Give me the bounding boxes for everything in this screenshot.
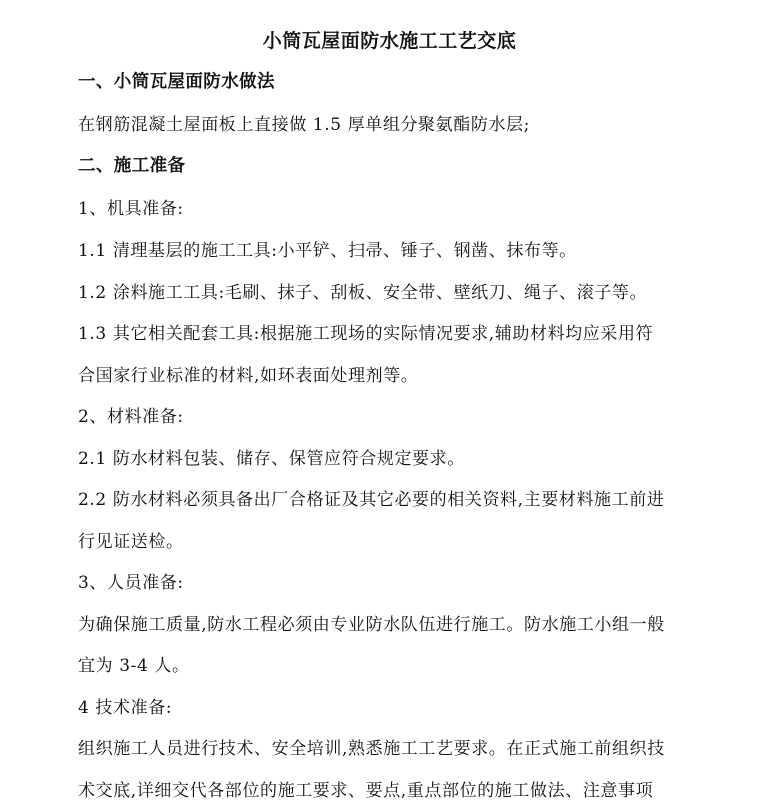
- document-title: 小筒瓦屋面防水施工工艺交底: [262, 30, 517, 52]
- subheading-materials: 2、材料准备:: [78, 407, 184, 427]
- paragraph-line: 2.2 防水材料必须具备出厂合格证及其它必要的相关资料,主要材料施工前进: [78, 490, 665, 510]
- paragraph-line: 术交底,详细交代各部位的施工要求、要点,重点部位的施工做法、注意事项: [78, 781, 654, 801]
- subheading-tools: 1、机具准备:: [78, 199, 184, 219]
- subheading-technical: 4 技术准备:: [78, 698, 173, 718]
- section-heading-2: 二、施工准备: [78, 156, 186, 176]
- section-heading-1: 一、小筒瓦屋面防水做法: [78, 72, 275, 92]
- paragraph-line: 合国家行业标准的材料,如环表面处理剂等。: [78, 366, 419, 386]
- paragraph-line: 宜为 3-4 人。: [78, 656, 190, 676]
- paragraph-line: 2.1 防水材料包装、储存、保管应符合规定要求。: [78, 449, 465, 469]
- paragraph-line: 1.1 清理基层的施工工具:小平铲、扫帚、锤子、钢凿、抹布等。: [78, 241, 577, 261]
- paragraph-line: 在钢筋混凝土屋面板上直接做 1.5 厚单组分聚氨酯防水层;: [78, 115, 530, 135]
- paragraph-line: 1.2 涂料施工工具:毛刷、抹子、刮板、安全带、壁纸刀、绳子、滚子等。: [78, 283, 648, 303]
- paragraph-line: 1.3 其它相关配套工具:根据施工现场的实际情况要求,辅助材料均应采用符: [78, 324, 654, 344]
- paragraph-line: 为确保施工质量,防水工程必须由专业防水队伍进行施工。防水施工小组一般: [78, 615, 665, 635]
- paragraph-line: 行见证送检。: [78, 532, 184, 552]
- subheading-personnel: 3、人员准备:: [78, 573, 184, 593]
- paragraph-line: 组织施工人员进行技术、安全培训,熟悉施工工艺要求。在正式施工前组织技: [78, 739, 665, 759]
